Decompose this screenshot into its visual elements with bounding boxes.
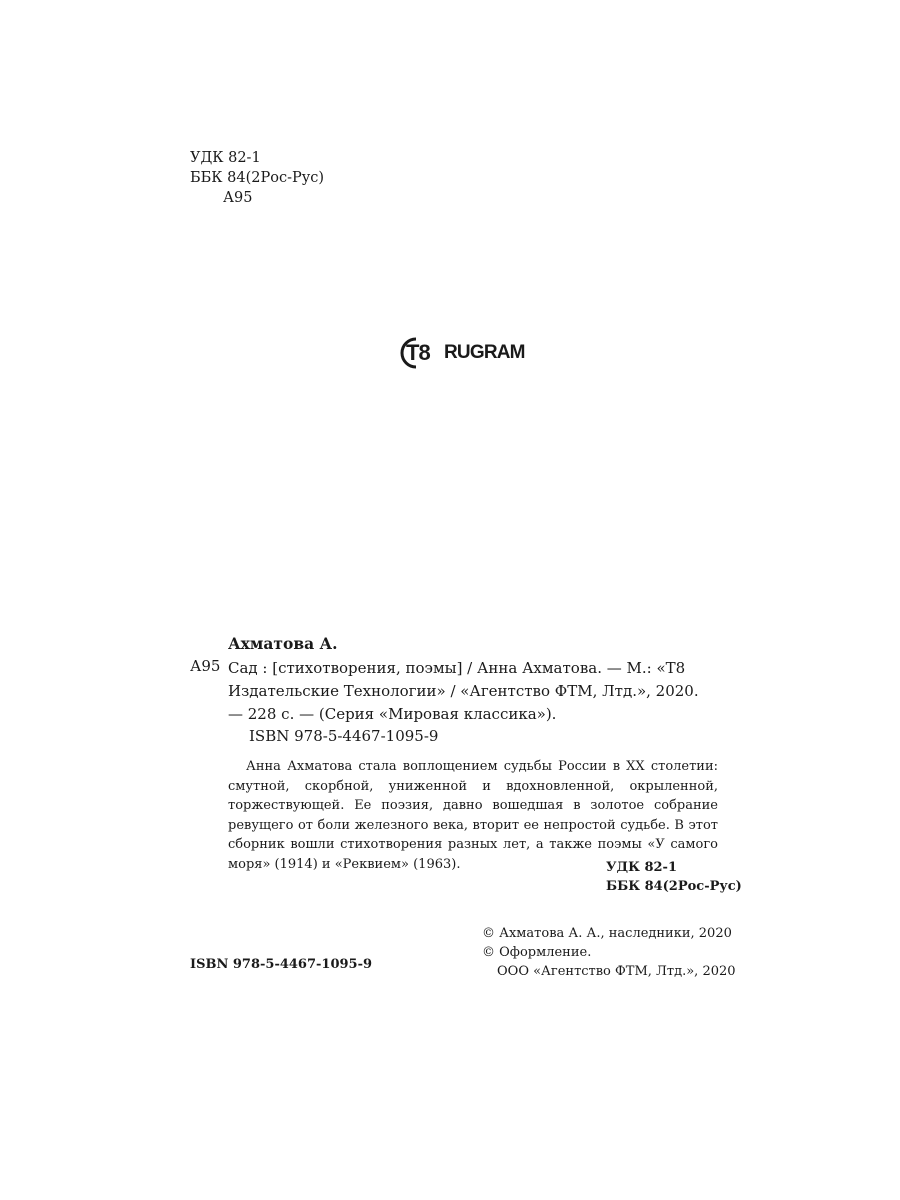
entry-description-text: Сад : [стихотворения, поэмы] / Анна Ахматова. — М.: «Т8 Издательские Технологии» / «Агентство ФТМ, Лтд.», 2020. — 228 с. — (Серия «Мировая классика»). — [228, 659, 699, 723]
logo-mark-text: T8 — [406, 340, 430, 365]
isbn-bottom: ISBN 978-5-4467-1095-9 — [190, 957, 373, 972]
entry-author: Ахматова А. — [228, 634, 338, 653]
udk-code: УДК 82-1 — [190, 150, 261, 166]
copyright-block — [482, 924, 736, 981]
entry-description — [228, 657, 718, 726]
udk-code-bottom: УДК 82-1 — [606, 860, 677, 875]
copyright-line: ООО «Агентство ФТМ, Лтд.», 2020 — [497, 964, 736, 979]
author-mark: А95 — [223, 190, 253, 206]
bbk-code: ББК 84(2Рос-Рус) — [190, 170, 325, 186]
t8-logo-icon — [400, 336, 442, 370]
top-classification-codes — [190, 148, 324, 208]
logo-wordmark: RUGRAM — [444, 342, 525, 363]
entry-author-mark: А95 — [190, 657, 221, 675]
bottom-classification-codes — [606, 858, 742, 896]
copyright-line: © Оформление. — [482, 945, 592, 960]
annotation-text: Анна Ахматова стала воплощением судьбы России в XX столетии: смутной, скорбной, униженной и вдохновленной, окрыленной, торжествующей. Ее поэзия, давно вошедшая в золотое собрание ревущего от боли железного века, вторит ее непростой судьбе. В этот сборник вошли стихотворения разных лет, а также поэмы «У самого моря» (1914) и «Реквием» (1963). — [228, 759, 718, 872]
copyright-line: © Ахматова А. А., наследники, 2020 — [482, 926, 732, 941]
bbk-code-bottom: ББК 84(2Рос-Рус) — [606, 879, 742, 894]
entry-isbn: ISBN 978-5-4467-1095-9 — [249, 727, 439, 745]
publisher-logo — [400, 336, 525, 370]
